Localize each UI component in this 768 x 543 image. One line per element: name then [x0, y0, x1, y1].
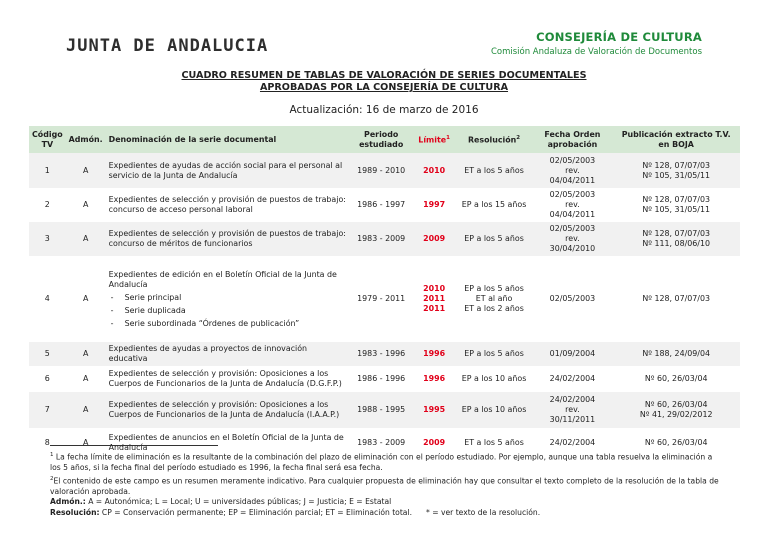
list-item: - Serie subordinada “Órdenes de publicación”	[110, 318, 300, 328]
table-header	[29, 126, 740, 153]
col-fecha: Fecha Orden aprobación	[532, 126, 612, 153]
title-line-1: CUADRO RESUMEN DE TABLAS DE VALORACIÓN DE SERIES DOCUMENTALES	[181, 70, 587, 81]
org-name: CONSEJERÍA DE CULTURA	[536, 30, 702, 44]
junta-logo: JUNTA DE ANDALUCIA	[66, 36, 269, 56]
list-item: - Serie duplicada	[110, 305, 186, 315]
footnotes	[50, 450, 722, 518]
footnote-1: $^1$ La fecha límite de eliminación es la resultante de la combinación del plazo de eliminación con el período estudiado. Por ejemplo, aunque una tabla resuelva la eliminación a los 5 años, si la fecha final del período estudiado es 1996, la fecha final será esa fecha.	[50, 452, 713, 473]
legend-admon: Admón.: A = Autonómica; L = Local; U = universidades públicas; J = Justicia; E = Estatal	[50, 497, 392, 507]
table-row: 6 A Expedientes de selección y provisión: Oposiciones a los Cuerpos de Funcionarios de la Junta de Andalucía (D.G.F.P.) 1986 - 1996 1996 EP a los 10 años 24/02/2004 Nº 60, 26/03/04	[29, 366, 740, 392]
col-codigo: Código TV	[29, 126, 66, 153]
list-item: - Serie principal	[110, 292, 182, 302]
table-row: 5 A Expedientes de ayudas a proyectos de innovación educativa 1983 - 1996 1996 EP a los 5 años 01/09/2004 Nº 188, 24/09/04	[29, 342, 740, 366]
col-periodo: Periodo estudiado	[350, 126, 413, 153]
col-admon: Admón.	[66, 126, 106, 153]
table-row: 2 A Expedientes de selección y provisión de puestos de trabajo: concurso de acceso personal laboral 1986 - 1997 1997 EP a los 15 años 02/05/2003 rev. 04/04/2011 Nº 128, 07/07/03 Nº 105, 31/05/11	[29, 188, 740, 222]
col-publicacion: Publicación extracto T.V. en BOJA	[612, 126, 740, 153]
footnote-2: $^2$El contenido de este campo es un resumen meramente indicativo. Para cualquier propuesta de eliminación hay que consultar el texto completo de la resolución de la tabla de valoración aprobada.	[50, 475, 719, 496]
table-row: 4 A Expedientes de edición en el Boletín Oficial de la Junta de Andalucía - Serie principal - Serie duplicada - Serie subordinada “Órdenes de publicación” 1979 - 2011 2010 2011 2011 EP a los 5 años ET al año ET a los 2 años 02/05/2003 Nº 128, 07/07/03	[29, 256, 740, 342]
org-subtitle: Comisión Andaluza de Valoración de Documentos	[490, 47, 702, 57]
update-date: Actualización: 16 de marzo de 2016	[289, 104, 479, 116]
col-resolucion: Resolución$^2$	[456, 126, 533, 153]
title-line-2: APROBADAS POR LA CONSEJERÍA DE CULTURA	[259, 82, 509, 93]
table-row: 1 A Expedientes de ayudas de acción social para el personal al servicio de la Junta de Andalucía 1989 - 2010 2010 ET a los 5 años 02/05/2003 rev. 04/04/2011 Nº 128, 07/07/03 Nº 105, 31/05/11	[29, 153, 740, 188]
subseries-list	[109, 293, 347, 329]
document-title	[0, 70, 768, 94]
table-row: 8 A Expedientes de anuncios en el Boletín Oficial de la Junta de Andalucía 1983 - 2009 2009 ET a los 5 años 24/02/2004 Nº 60, 26/03/04	[29, 428, 740, 458]
col-limite: Límite$^1$	[413, 126, 456, 153]
legend-resolucion: Resolución: CP = Conservación permanente; EP = Eliminación parcial; ET = Eliminación total. * = ver texto de la resolución.	[50, 507, 541, 517]
header-organization	[491, 30, 702, 57]
table-row: 7 A Expedientes de selección y provisión: Oposiciones a los Cuerpos de Funcionarios de la Junta de Andalucía (I.A.A.P.) 1988 - 1995 1995 EP a los 10 años 24/02/2004 rev. 30/11/2011 Nº 60, 26/03/04 Nº 41, 29/02/2012	[29, 392, 740, 428]
col-denominacion: Denominación de la serie documental	[106, 126, 350, 153]
footnote-divider	[50, 445, 218, 446]
series-table	[29, 126, 740, 458]
table-row: 3 A Expedientes de selección y provisión de puestos de trabajo: concurso de méritos de funcionarios 1983 - 2009 2009 EP a los 5 años 02/05/2003 rev. 30/04/2010 Nº 128, 07/07/03 Nº 111, 08/06/10	[29, 222, 740, 256]
